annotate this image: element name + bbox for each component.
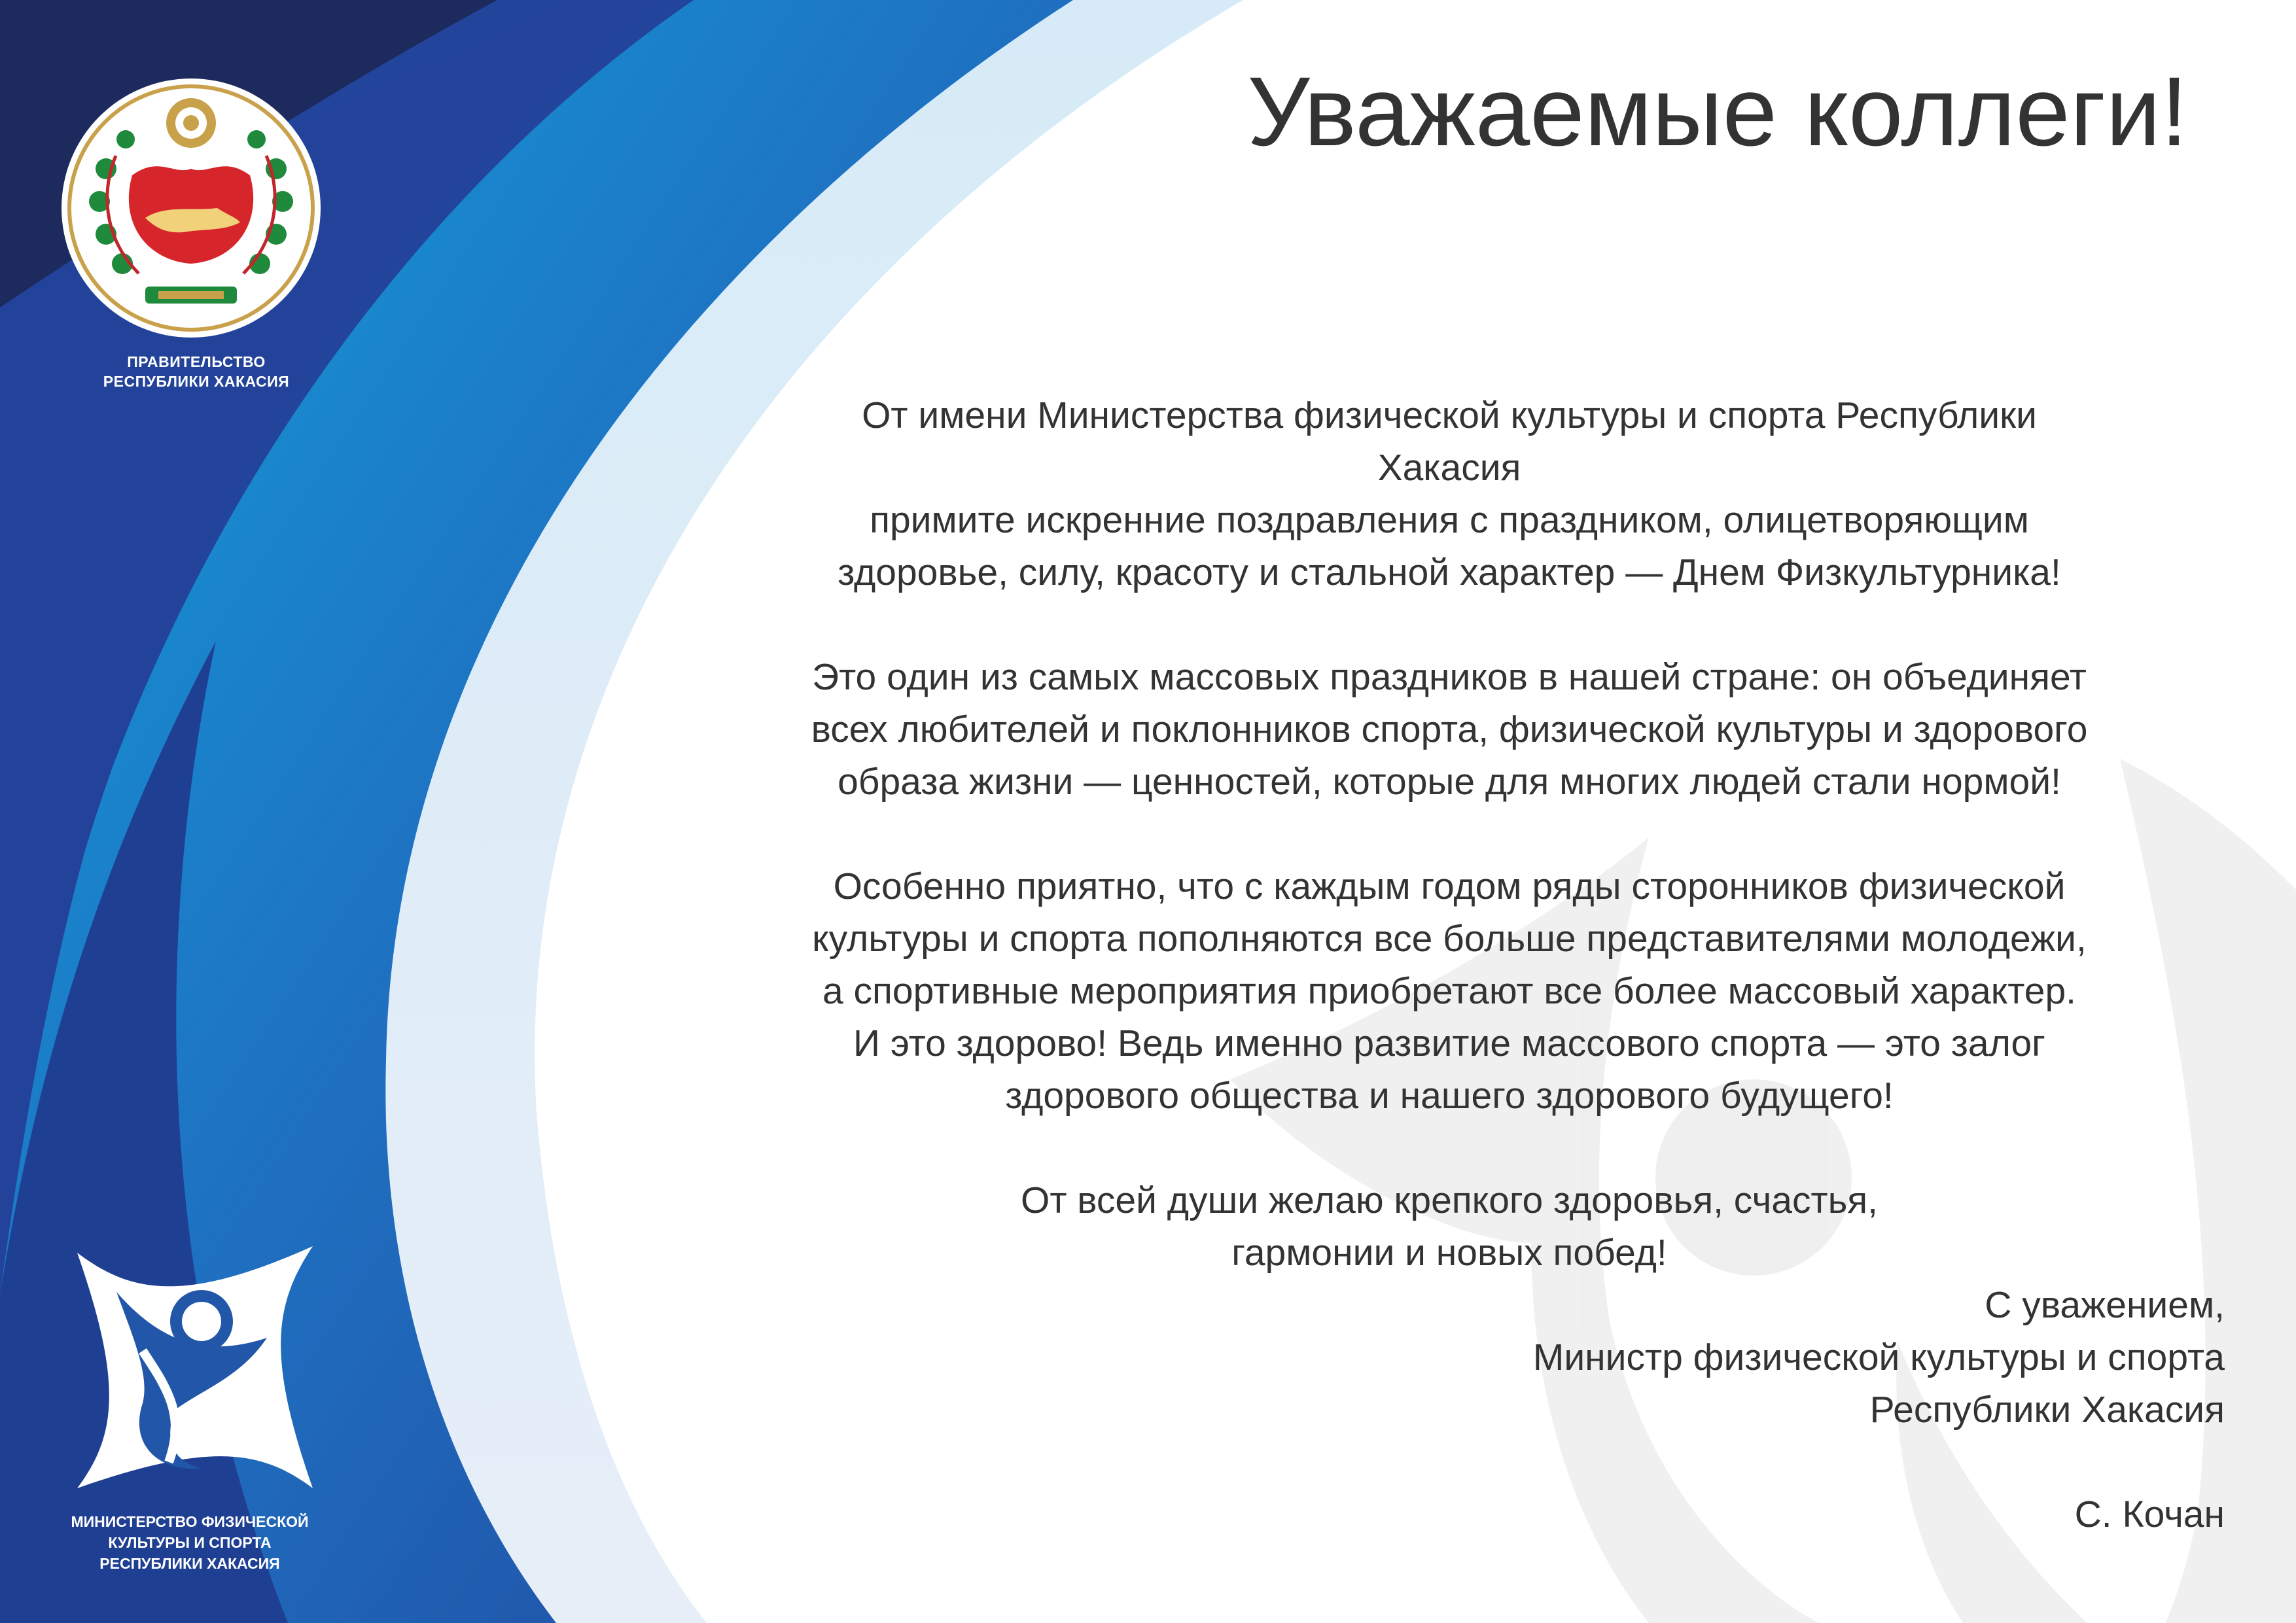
position-line: Министр физической культуры и спорта bbox=[1532, 1336, 2225, 1378]
text-line: культуры и спорта пополняются все больше представителями молодежи, bbox=[812, 918, 2087, 960]
text-line: Особенно приятно, что с каждым годом ряды сторонников физической bbox=[833, 865, 2066, 907]
government-label bbox=[65, 352, 327, 391]
text-line: От всей души желаю крепкого здоровья, счастья, bbox=[1020, 1179, 1879, 1221]
letter-body bbox=[805, 389, 2094, 1279]
text-line: здорового общества и нашего здорового будущего! bbox=[1005, 1075, 1894, 1117]
ministry-label-line: МИНИСТЕРСТВО ФИЗИЧЕСКОЙ bbox=[71, 1513, 309, 1530]
closing-text: С уважением, bbox=[1985, 1284, 2225, 1326]
ministry-logo-icon bbox=[71, 1246, 319, 1495]
government-label-line: ПРАВИТЕЛЬСТВО bbox=[127, 353, 266, 370]
government-label-line: РЕСПУБЛИКИ ХАКАСИЯ bbox=[103, 373, 290, 390]
signatory-name: С. Кочан bbox=[2074, 1493, 2225, 1535]
signature-block bbox=[1243, 1279, 2225, 1541]
ministry-label-line: РЕСПУБЛИКИ ХАКАСИЯ bbox=[99, 1555, 280, 1572]
ministry-label bbox=[59, 1511, 321, 1574]
text-line: гармонии и новых побед! bbox=[1231, 1232, 1667, 1274]
letter-paragraph bbox=[805, 389, 2094, 599]
text-line: От имени Министерства физической культуры и спорта Республики Хакасия bbox=[862, 394, 2037, 489]
ministry-label-line: КУЛЬТУРЫ И СПОРТА bbox=[108, 1534, 272, 1551]
text-line: примите искренние поздравления с праздником, олицетворяющим bbox=[870, 499, 2029, 541]
letter-paragraph bbox=[805, 1174, 2094, 1279]
position-line: Республики Хакасия bbox=[1869, 1389, 2225, 1431]
text-line: И это здорово! Ведь именно развитие массового спорта — это залог bbox=[853, 1022, 2045, 1064]
text-line: всех любителей и поклонников спорта, физической культуры и здорового bbox=[811, 708, 2088, 750]
text-line: образа жизни — ценностей, которые для многих людей стали нормой! bbox=[838, 761, 2061, 803]
text-line: Это один из самых массовых праздников в нашей стране: он объединяет bbox=[812, 656, 2087, 698]
text-line: здоровье, силу, красоту и стальной характер — Днем Физкультурника! bbox=[838, 551, 2061, 593]
text-line: а спортивные мероприятия приобретают все более массовый характер. bbox=[822, 970, 2076, 1012]
letter-paragraph bbox=[805, 860, 2094, 1122]
khakassia-emblem-icon bbox=[60, 77, 322, 339]
letter-paragraph bbox=[805, 651, 2094, 808]
letter-greeting: Уважаемые коллеги! bbox=[1247, 56, 2188, 166]
